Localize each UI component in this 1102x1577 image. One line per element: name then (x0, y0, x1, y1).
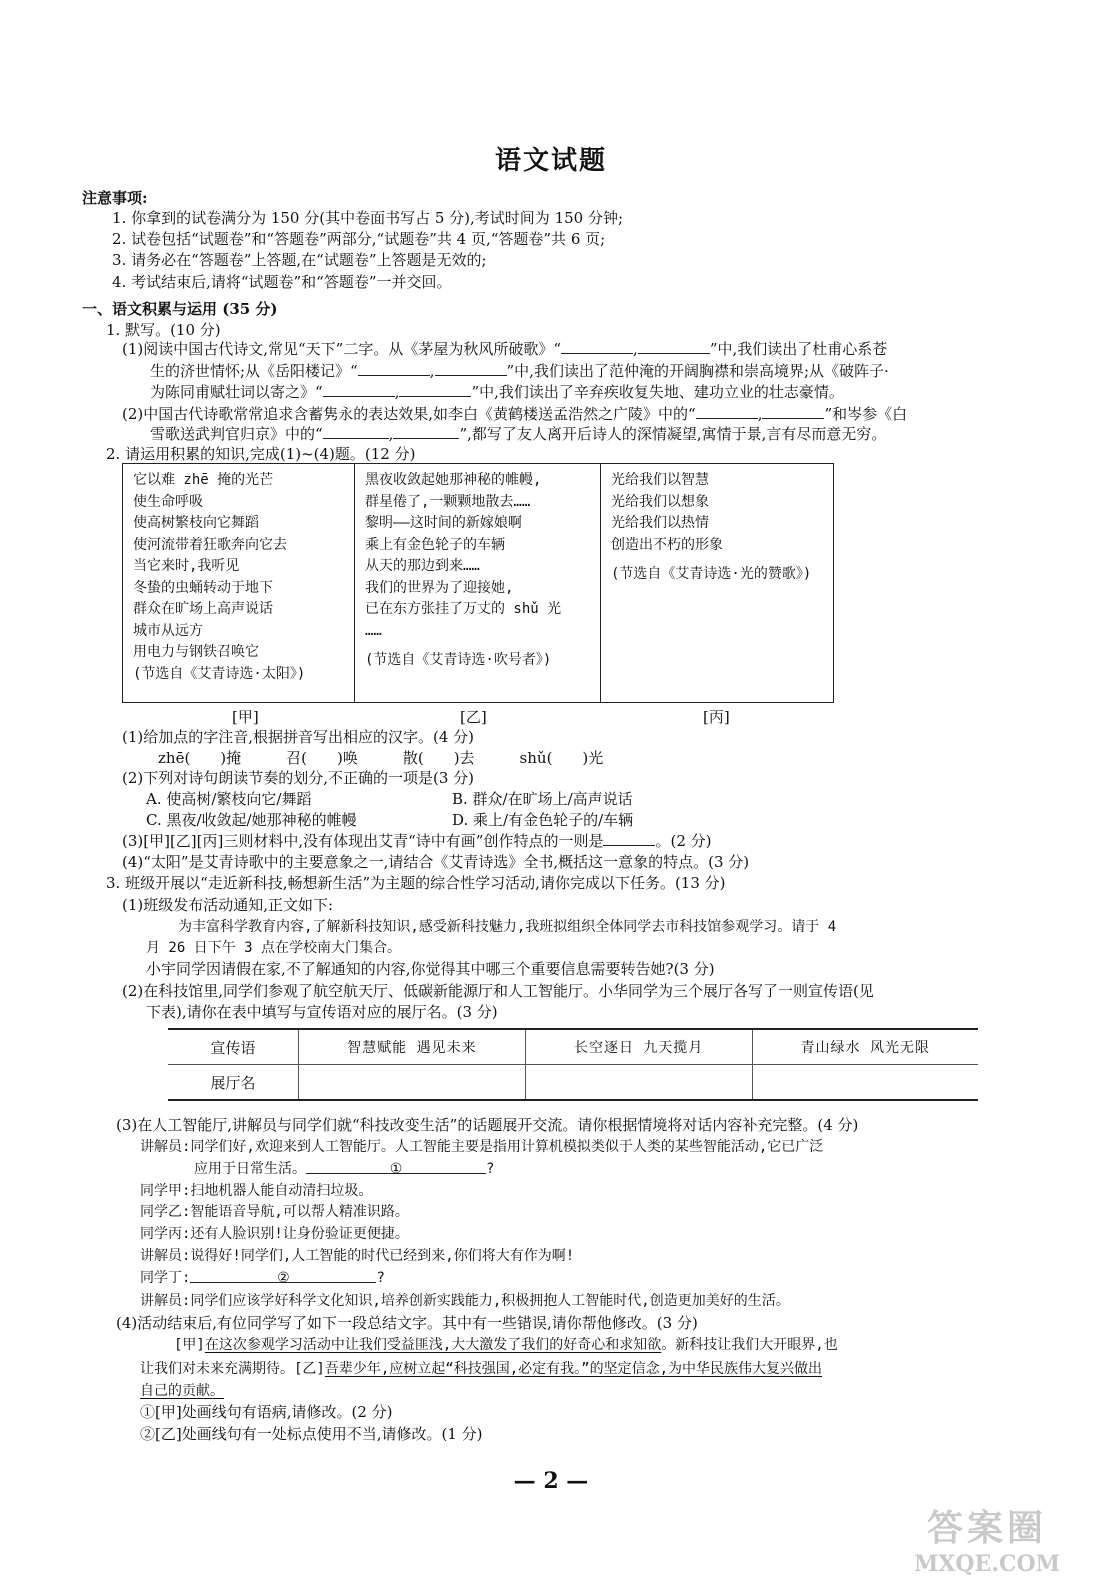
hall-answer-cell[interactable] (299, 1065, 526, 1101)
summary-text: 让我们对未来充满期待。 (140, 1361, 294, 1377)
dialog-line: 讲解员:同学们好,欢迎来到人工智能厅。人工智能主要是指用计算机模拟类似于人类的某些智能活动,它已广泛 (140, 1139, 824, 1155)
q3-sub-4-b: ②[乙]处画线句有一处标点使用不当,请修改。(1 分) (140, 1425, 483, 1443)
q3-heading: 3. 班级开展以“走近新科技,畅想新生活”为主题的综合性学习活动,请你完成以下任务。(13 分) (106, 874, 726, 892)
q2-sub-3-score: 。(2 分) (655, 832, 712, 850)
notice-heading: 注意事项: (82, 189, 148, 207)
answer-blank[interactable] (696, 404, 758, 419)
section-heading: 一、语文积累与运用 (35 分) (82, 300, 278, 318)
q3-sub-3: (3)在人工智能厅,讲解员与同学们就“科技改变生活”的话题展开交流。请你根据情境将对话内容补充完整。(4 分) (116, 1116, 859, 1134)
poem-line: 使高树繁枝向它舞蹈 (133, 515, 259, 531)
table-row (168, 1065, 978, 1101)
q1-text: ”和岑参《白 (824, 405, 908, 423)
label-bing: [丙] (703, 708, 730, 726)
poem-table (122, 463, 834, 703)
dialog-line: 同学丙:还有人脸识别!让身份验证更便捷。 (140, 1226, 409, 1242)
poem-source: (节选自《艾青诗选·吹号者》) (365, 652, 552, 668)
summary-text: 。新科技让我们大开眼界,也 (661, 1337, 838, 1353)
notice-item-2: 2. 试卷包括“试题卷”和“答题卷”两部分,“试题卷”共 4 页,“答题卷”共 6 页; (112, 230, 606, 248)
option-a[interactable]: A. 使高树/繁枝向它/舞蹈 (146, 790, 312, 808)
q3-sub-4: (4)活动结束后,有位同学写了如下一段总结文字。其中有一些错误,请你帮他修改。(3 分) (116, 1314, 698, 1332)
poem-line: 乘上有金色轮子的车辆 (365, 536, 505, 553)
q1-text: 生的济世情怀;从《岳阳楼记》“ (150, 362, 358, 380)
blank-marker: ② (277, 1270, 290, 1286)
q1-text: 为陈同甫赋壮词以寄之》“ (150, 383, 323, 401)
underlined-sentence-yi: 吾辈少年,应树立起“科技强国,必定有我。”的坚定信念,为中华民族伟大复兴做出 (324, 1361, 823, 1377)
tag-jia: [甲] (174, 1337, 205, 1353)
dialog-text: 同学丁: (140, 1270, 191, 1286)
q1-text: 雪歌送武判官归京》中的“ (150, 425, 323, 443)
answer-blank[interactable] (399, 382, 471, 397)
q2-sub-2: (2)下列对诗句朗读节奏的划分,不正确的一项是(3 分) (122, 769, 475, 787)
poem-line: 我们的世界为了迎接她, (365, 579, 514, 596)
notice-item-4: 4. 考试结束后,请将“试题卷”和“答题卷”一并交回。 (112, 273, 452, 291)
watermark-url: MXQE.COM (913, 1551, 1061, 1577)
answer-blank[interactable] (190, 1268, 376, 1286)
q2-sub-3-text: (3)[甲][乙][丙]三则材料中,没有体现出艾青“诗中有画”创作特点的一则是 (122, 832, 604, 850)
poem-yi (355, 464, 601, 702)
option-d[interactable]: D. 乘上/有金色轮子的/车辆 (452, 811, 634, 829)
poem-line: 从天的那边到来…… (365, 558, 480, 574)
q2-sub-1: (1)给加点的字注音,根据拼音写出相应的汉字。(4 分) (122, 728, 475, 746)
poem-line: 城市从远方 (133, 622, 203, 639)
poem-line: 创造出不朽的形象 (611, 536, 723, 553)
q1-heading: 1. 默写。(10 分) (106, 321, 221, 339)
q1-text: ”,都写了友人离开后诗人的深情凝望,寓情于景,言有尽而意无穷。 (459, 425, 887, 443)
poem-source: (节选自《艾青诗选·太阳》) (133, 665, 306, 682)
q1-line-1: (1)阅读中国古代诗文,常见“天下”二字。从《茅屋为秋风所破歌》“ , ”中,我们读出了杜甫心系苍 (122, 340, 888, 358)
q1-text: (1)阅读中国古代诗文,常见“天下”二字。从《茅屋为秋风所破歌》“ (122, 340, 562, 358)
answer-blank[interactable] (638, 339, 710, 354)
answer-blank[interactable] (435, 361, 507, 376)
q3-sub-1-question: 小宇同学因请假在家,不了解通知的内容,你觉得其中哪三个重要信息需要转告她?(3 分) (146, 960, 715, 978)
summary-line-1 (174, 1335, 838, 1355)
poem-line: 光给我们以热情 (611, 515, 709, 531)
q1-text: ”中,我们读出了范仲淹的开阔胸襟和崇高境界;从《破阵子· (506, 362, 889, 380)
table-row (168, 1029, 978, 1065)
watermark-logo (902, 1500, 1072, 1577)
poem-line: 群星倦了,一颗颗地散去…… (365, 493, 531, 510)
poem-line: 光给我们以想象 (611, 493, 709, 510)
q3-sub-1: (1)班级发布活动通知,正文如下: (122, 896, 334, 914)
answer-blank[interactable] (358, 361, 430, 376)
watermark-text: 答案圈 (926, 1507, 1047, 1549)
dialog-line: 同学甲:扫地机器人能自动清扫垃圾。 (140, 1183, 373, 1199)
activity-notice-line-2: 月 26 日下午 3 点在学校南大门集合。 (146, 940, 402, 956)
option-b[interactable]: B. 群众/在旷场上/高声说话 (452, 790, 633, 808)
q1-line-3: 为陈同甫赋壮词以寄之》“ , ”中,我们读出了辛弃疾收复失地、建功立业的壮志豪情。 (150, 383, 844, 401)
slogan-cell: 青山绿水 风光无限 (752, 1029, 978, 1065)
table-header-hall: 展厅名 (210, 1073, 256, 1092)
notice-item-3: 3. 请务必在“答题卷”上答题,在“试题卷”上答题是无效的; (112, 251, 487, 269)
tag-yi: [乙] (294, 1361, 325, 1377)
dialog-line: 讲解员:同学们应该学好科学文化知识,培养创新实践能力,积极拥抱人工智能时代,创造更加美好的生活。 (140, 1293, 790, 1309)
poem-line: 已在东方张挂了万丈的 shǔ 光 (365, 601, 562, 617)
q2-sub-3 (122, 831, 712, 851)
q2-sub-4: (4)“太阳”是艾青诗歌中的主要意象之一,请结合《艾青诗选》全书,概括这一意象的特点。(3 分) (122, 853, 750, 871)
answer-blank[interactable] (323, 424, 389, 439)
q3-sub-2-line-1: (2)在科技馆里,同学们参观了航空航天厅、低碳新能源厅和人工智能厅。小华同学为三个展厅各写了一则宣传语(见 (122, 982, 874, 1000)
slogan-cell: 长空逐日 九天揽月 (525, 1029, 752, 1065)
poem-line: 冬蛰的虫蛹转动于地下 (133, 579, 273, 596)
poem-line: 黎明——这时间的新嫁娘啊 (365, 515, 522, 531)
slogan-cell: 智慧赋能 遇见未来 (299, 1029, 526, 1065)
table-header-slogan: 宣传语 (168, 1029, 299, 1065)
underlined-sentence-jia: 在这次参观学习活动中让我们受益匪浅,大大激发了我们的好奇心和求知欲 (204, 1337, 662, 1353)
dialog-line: 应用于日常生活。 ① ? (194, 1161, 495, 1177)
poem-line: 用电力与钢铁召唤它 (133, 644, 259, 660)
poem-line: 它以难 zhē 掩的光芒 (133, 472, 274, 488)
q3-sub-4-a: ①[甲]处画线句有语病,请修改。(2 分) (140, 1403, 393, 1421)
option-c[interactable]: C. 黑夜/收敛起/她那神秘的帷幔 (146, 811, 357, 829)
dialog-line: 讲解员:说得好!同学们,人工智能的时代已经到来,你们将大有作为啊! (140, 1248, 575, 1264)
poem-line: 当它来时,我听见 (133, 558, 240, 574)
answer-blank[interactable] (561, 339, 633, 354)
answer-blank[interactable] (603, 831, 655, 846)
q1-text: ”中,我们读出了杜甫心系苍 (709, 340, 888, 358)
q1-line-4: (2)中国古代诗歌常常追求含蓄隽永的表达效果,如李白《黄鹤楼送孟浩然之广陵》中的“ , ”和岑参《白 (122, 405, 908, 423)
poem-line: 群众在旷场上高声说话 (133, 601, 273, 617)
hall-answer-cell[interactable] (525, 1065, 752, 1101)
q1-line-2: 生的济世情怀;从《岳阳楼记》“ , ”中,我们读出了范仲淹的开阔胸襟和崇高境界;从《破阵子· (150, 362, 889, 380)
answer-blank[interactable] (762, 404, 824, 419)
poem-line: 使生命呼吸 (133, 493, 203, 510)
poem-line: …… (365, 622, 382, 639)
label-jia: [甲] (232, 708, 259, 726)
q1-line-5: 雪歌送武判官归京》中的“ , ”,都写了友人离开后诗人的深情凝望,寓情于景,言有尽而意无穷。 (150, 425, 887, 443)
blank-marker: ① (389, 1161, 403, 1177)
poem-jia (123, 464, 355, 702)
q2-sub-1-items: zhē( )掩 召( )唤 散( )去 shǔ( )光 (158, 749, 604, 767)
q1-text: (2)中国古代诗歌常常追求含蓄隽永的表达效果,如李白《黄鹤楼送孟浩然之广陵》中的“ (122, 405, 696, 423)
dialog-line: 同学丁: ② ? (140, 1270, 385, 1286)
poem-bing (601, 464, 833, 702)
answer-blank[interactable] (393, 424, 459, 439)
q2-heading: 2. 请运用积累的知识,完成(1)~(4)题。(12 分) (106, 445, 416, 463)
dialog-line: 同学乙:智能语音导航,可以帮人精准识路。 (140, 1204, 409, 1220)
q3-sub-2-line-2: 下表),请你在表中填写与宣传语对应的展厅名。(3 分) (146, 1003, 498, 1021)
summary-line-2 (140, 1359, 822, 1379)
summary-line-3 (140, 1381, 224, 1401)
label-yi: [乙] (460, 708, 487, 726)
underlined-sentence-yi-end: 自己的贡献。 (140, 1383, 224, 1399)
poem-line: 光给我们以智慧 (611, 472, 709, 488)
hall-answer-cell[interactable] (752, 1065, 978, 1101)
poem-line: 黑夜收敛起她那神秘的帷幔, (365, 472, 542, 488)
page-number: — 2 — (513, 1468, 589, 1494)
poem-line: 使河流带着狂歌奔向它去 (133, 536, 287, 553)
poem-source: (节选自《艾青诗选·光的赞歌》) (611, 566, 812, 582)
q1-text: ”中,我们读出了辛弃疾收复失地、建功立业的壮志豪情。 (471, 383, 844, 401)
activity-notice-line-1: 为丰富科学教育内容,了解新科技知识,感受新科技魅力,我班拟组织全体同学去市科技馆参观学习。请于 4 (178, 919, 837, 935)
hall-table (168, 1028, 978, 1101)
answer-blank[interactable] (323, 382, 395, 397)
page-title: 语文试题 (494, 146, 607, 176)
dialog-text: 应用于日常生活。 (194, 1161, 306, 1177)
notice-item-1: 1. 你拿到的试卷满分为 150 分(其中卷面书写占 5 分),考试时间为 150 分钟; (112, 209, 624, 227)
